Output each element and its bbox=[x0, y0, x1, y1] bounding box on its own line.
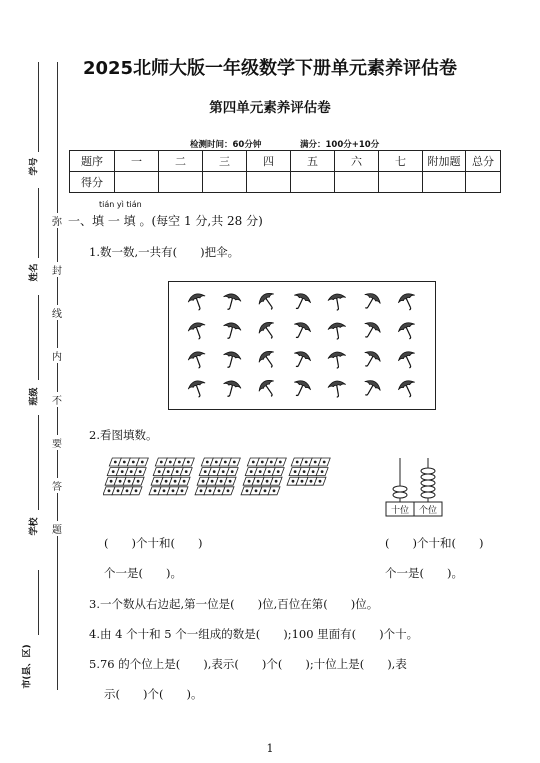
base-ten-unit-mark bbox=[227, 490, 229, 492]
exam-subtitle: 第四单元素养评估卷 bbox=[209, 100, 331, 116]
question-2-left-line1: ( )个十和( ) bbox=[104, 536, 203, 550]
seal-char-2: 封 bbox=[52, 262, 62, 277]
base-ten-unit-mark bbox=[206, 461, 208, 463]
field-line-4 bbox=[38, 415, 39, 510]
umbrella-icon bbox=[326, 318, 348, 344]
base-ten-unit-mark bbox=[218, 490, 220, 492]
section1-heading: 一、填 一 填 。(每空 1 分,共 28 分) bbox=[68, 214, 263, 228]
abacus-picture bbox=[385, 456, 443, 518]
umbrella-icon bbox=[221, 318, 243, 344]
side-field-school: 学校 bbox=[29, 517, 40, 536]
question-2-right-line1: ( )个十和( ) bbox=[385, 536, 484, 550]
umbrella-icon bbox=[186, 347, 208, 373]
score-input-cell[interactable] bbox=[466, 172, 501, 193]
umbrella-icon bbox=[291, 376, 313, 402]
base-ten-unit-mark bbox=[130, 471, 132, 473]
base-ten-unit-mark bbox=[279, 461, 281, 463]
question-3: 3.一个数从右边起,第一位是( )位,百位在第( )位。 bbox=[89, 597, 379, 611]
question-5-line2: 示( )个( )。 bbox=[104, 687, 203, 701]
umbrella-icon bbox=[291, 318, 313, 344]
score-table-score-row bbox=[70, 172, 501, 193]
base-ten-unit-mark bbox=[296, 461, 298, 463]
base-ten-unit-mark bbox=[183, 480, 185, 482]
base-ten-unit-mark bbox=[160, 461, 162, 463]
base-ten-unit-mark bbox=[174, 480, 176, 482]
base-ten-unit-mark bbox=[128, 480, 130, 482]
score-cell: 三 bbox=[203, 151, 247, 172]
base-ten-unit-mark bbox=[141, 461, 143, 463]
umbrella-icon bbox=[221, 376, 243, 402]
question-2-right-line2: 个一是( )。 bbox=[385, 566, 463, 580]
score-cell: 题序 bbox=[70, 151, 115, 172]
score-input-cell[interactable] bbox=[247, 172, 291, 193]
base-ten-unit-mark bbox=[246, 490, 248, 492]
exam-score: 满分：100分+10分 bbox=[300, 140, 380, 150]
seal-char-5: 不 bbox=[52, 392, 62, 407]
base-ten-unit-mark bbox=[224, 461, 226, 463]
base-ten-unit-mark bbox=[169, 461, 171, 463]
base-ten-unit-mark bbox=[172, 490, 174, 492]
score-table-header-row bbox=[70, 151, 501, 172]
score-table bbox=[69, 150, 501, 193]
base-ten-unit-mark bbox=[132, 461, 134, 463]
field-line-2 bbox=[38, 188, 39, 258]
base-ten-unit-mark bbox=[121, 471, 123, 473]
base-ten-unit-mark bbox=[176, 471, 178, 473]
side-field-student-id: 学号 bbox=[29, 157, 40, 176]
base-ten-unit-mark bbox=[139, 471, 141, 473]
seal-char-1: 弥 bbox=[52, 213, 62, 228]
base-ten-unit-mark bbox=[202, 480, 204, 482]
side-field-city: 市(县、区) bbox=[22, 644, 33, 689]
base-ten-unit-mark bbox=[319, 480, 321, 482]
base-ten-unit-mark bbox=[294, 471, 296, 473]
base-ten-unit-mark bbox=[252, 461, 254, 463]
field-line-3 bbox=[38, 295, 39, 380]
umbrella-icon bbox=[396, 289, 418, 315]
base-ten-unit-mark bbox=[165, 480, 167, 482]
score-cell: 六 bbox=[335, 151, 379, 172]
umbrella-icon bbox=[186, 289, 208, 315]
page-number: 1 bbox=[266, 742, 274, 755]
score-cell: 七 bbox=[379, 151, 423, 172]
abacus-label-ones: 个位 bbox=[418, 506, 437, 516]
base-ten-unit-mark bbox=[314, 461, 316, 463]
umbrella-icon bbox=[396, 347, 418, 373]
umbrella-icon bbox=[256, 347, 278, 373]
base-ten-unit-mark bbox=[156, 480, 158, 482]
base-ten-unit-mark bbox=[137, 480, 139, 482]
base-ten-unit-mark bbox=[135, 490, 137, 492]
umbrella-icon bbox=[291, 347, 313, 373]
base-ten-unit-mark bbox=[303, 471, 305, 473]
score-input-cell[interactable] bbox=[291, 172, 335, 193]
base-ten-unit-mark bbox=[158, 471, 160, 473]
seal-char-7: 答 bbox=[52, 478, 62, 493]
score-input-cell[interactable] bbox=[115, 172, 159, 193]
field-line-5 bbox=[38, 570, 39, 635]
exam-title: 2025北师大版一年级数学下册单元素养评估卷 bbox=[82, 58, 458, 79]
score-input-cell[interactable] bbox=[203, 172, 247, 193]
base-ten-unit-mark bbox=[261, 461, 263, 463]
score-cell: 一 bbox=[115, 151, 159, 172]
base-ten-unit-mark bbox=[222, 471, 224, 473]
base-ten-unit-mark bbox=[154, 490, 156, 492]
base-ten-unit-mark bbox=[126, 490, 128, 492]
base-ten-unit-mark bbox=[270, 461, 272, 463]
umbrella-icon bbox=[291, 289, 313, 315]
base-ten-unit-mark bbox=[323, 461, 325, 463]
base-ten-unit-mark bbox=[123, 461, 125, 463]
umbrella-icon bbox=[221, 347, 243, 373]
score-input-cell[interactable] bbox=[379, 172, 423, 193]
base-ten-unit-mark bbox=[229, 480, 231, 482]
base-ten-unit-mark bbox=[185, 471, 187, 473]
base-ten-unit-mark bbox=[292, 480, 294, 482]
question-2: 2.看图填数。 bbox=[89, 428, 158, 442]
base-ten-blocks-svg bbox=[103, 456, 331, 500]
base-ten-unit-mark bbox=[163, 490, 165, 492]
question-1: 1.数一数,一共有( )把伞。 bbox=[89, 245, 240, 259]
umbrella-icon bbox=[361, 289, 383, 315]
base-ten-unit-mark bbox=[310, 480, 312, 482]
base-ten-unit-mark bbox=[178, 461, 180, 463]
question-5-line1: 5.76 的个位上是( ),表示( )个( );十位上是( ),表 bbox=[89, 657, 407, 671]
seal-char-8: 题 bbox=[52, 521, 62, 536]
base-ten-unit-mark bbox=[231, 471, 233, 473]
base-ten-unit-mark bbox=[277, 471, 279, 473]
base-ten-unit-mark bbox=[220, 480, 222, 482]
base-ten-unit-mark bbox=[112, 471, 114, 473]
umbrella-icon bbox=[361, 347, 383, 373]
score-cell: 总分 bbox=[466, 151, 501, 172]
base-ten-unit-mark bbox=[117, 490, 119, 492]
umbrella-icon bbox=[326, 289, 348, 315]
umbrella-icon bbox=[326, 376, 348, 402]
section1-pinyin: tián yì tián bbox=[99, 200, 142, 209]
umbrella-icon bbox=[221, 289, 243, 315]
umbrella-icon bbox=[186, 318, 208, 344]
score-input-cell[interactable] bbox=[423, 172, 466, 193]
umbrella-icon bbox=[256, 318, 278, 344]
question-2-left-line2: 个一是( )。 bbox=[104, 566, 182, 580]
seal-char-4: 内 bbox=[52, 348, 62, 363]
umbrella-icon bbox=[361, 318, 383, 344]
base-ten-unit-mark bbox=[259, 471, 261, 473]
base-ten-unit-mark bbox=[305, 461, 307, 463]
score-row-label: 得分 bbox=[70, 172, 115, 193]
base-ten-unit-mark bbox=[215, 461, 217, 463]
umbrella-icon bbox=[326, 347, 348, 373]
base-ten-unit-mark bbox=[255, 490, 257, 492]
umbrella-icon bbox=[256, 376, 278, 402]
base-ten-unit-mark bbox=[211, 480, 213, 482]
score-input-cell[interactable] bbox=[335, 172, 379, 193]
base-ten-unit-mark bbox=[108, 490, 110, 492]
score-input-cell[interactable] bbox=[159, 172, 203, 193]
base-ten-unit-mark bbox=[204, 471, 206, 473]
umbrella-icon bbox=[396, 318, 418, 344]
umbrella-icon bbox=[186, 376, 208, 402]
question-4: 4.由 4 个十和 5 个一组成的数是( );100 里面有( )个十。 bbox=[89, 627, 419, 641]
umbrella-icon bbox=[396, 376, 418, 402]
umbrella-icon bbox=[256, 289, 278, 315]
abacus-label-tens: 十位 bbox=[390, 506, 409, 516]
base-ten-unit-mark bbox=[268, 471, 270, 473]
base-ten-unit-mark bbox=[167, 471, 169, 473]
base-ten-unit-mark bbox=[114, 461, 116, 463]
seal-char-3: 线 bbox=[52, 305, 62, 320]
seal-char-6: 要 bbox=[52, 435, 62, 450]
base-ten-unit-mark bbox=[264, 490, 266, 492]
base-ten-unit-mark bbox=[250, 471, 252, 473]
umbrella-icon bbox=[361, 376, 383, 402]
base-ten-unit-mark bbox=[110, 480, 112, 482]
score-cell: 附加题 bbox=[423, 151, 466, 172]
base-ten-unit-mark bbox=[187, 461, 189, 463]
base-ten-unit-mark bbox=[248, 480, 250, 482]
side-field-class: 班级 bbox=[29, 387, 40, 406]
side-field-name: 姓名 bbox=[29, 263, 40, 282]
base-ten-unit-mark bbox=[266, 480, 268, 482]
base-ten-unit-mark bbox=[233, 461, 235, 463]
score-cell: 五 bbox=[291, 151, 335, 172]
base-ten-unit-mark bbox=[119, 480, 121, 482]
base-ten-unit-mark bbox=[301, 480, 303, 482]
base-ten-unit-mark bbox=[321, 471, 323, 473]
base-ten-unit-mark bbox=[275, 480, 277, 482]
binding-line bbox=[57, 62, 58, 690]
base-ten-blocks-picture bbox=[103, 456, 331, 500]
base-ten-unit-mark bbox=[209, 490, 211, 492]
base-ten-unit-mark bbox=[312, 471, 314, 473]
score-cell: 四 bbox=[247, 151, 291, 172]
score-cell: 二 bbox=[159, 151, 203, 172]
base-ten-unit-mark bbox=[273, 490, 275, 492]
base-ten-unit-mark bbox=[213, 471, 215, 473]
umbrella-picture bbox=[168, 281, 436, 410]
base-ten-unit-mark bbox=[200, 490, 202, 492]
base-ten-unit-mark bbox=[181, 490, 183, 492]
exam-time: 检测时间：60分钟 bbox=[190, 140, 262, 150]
base-ten-unit-mark bbox=[257, 480, 259, 482]
